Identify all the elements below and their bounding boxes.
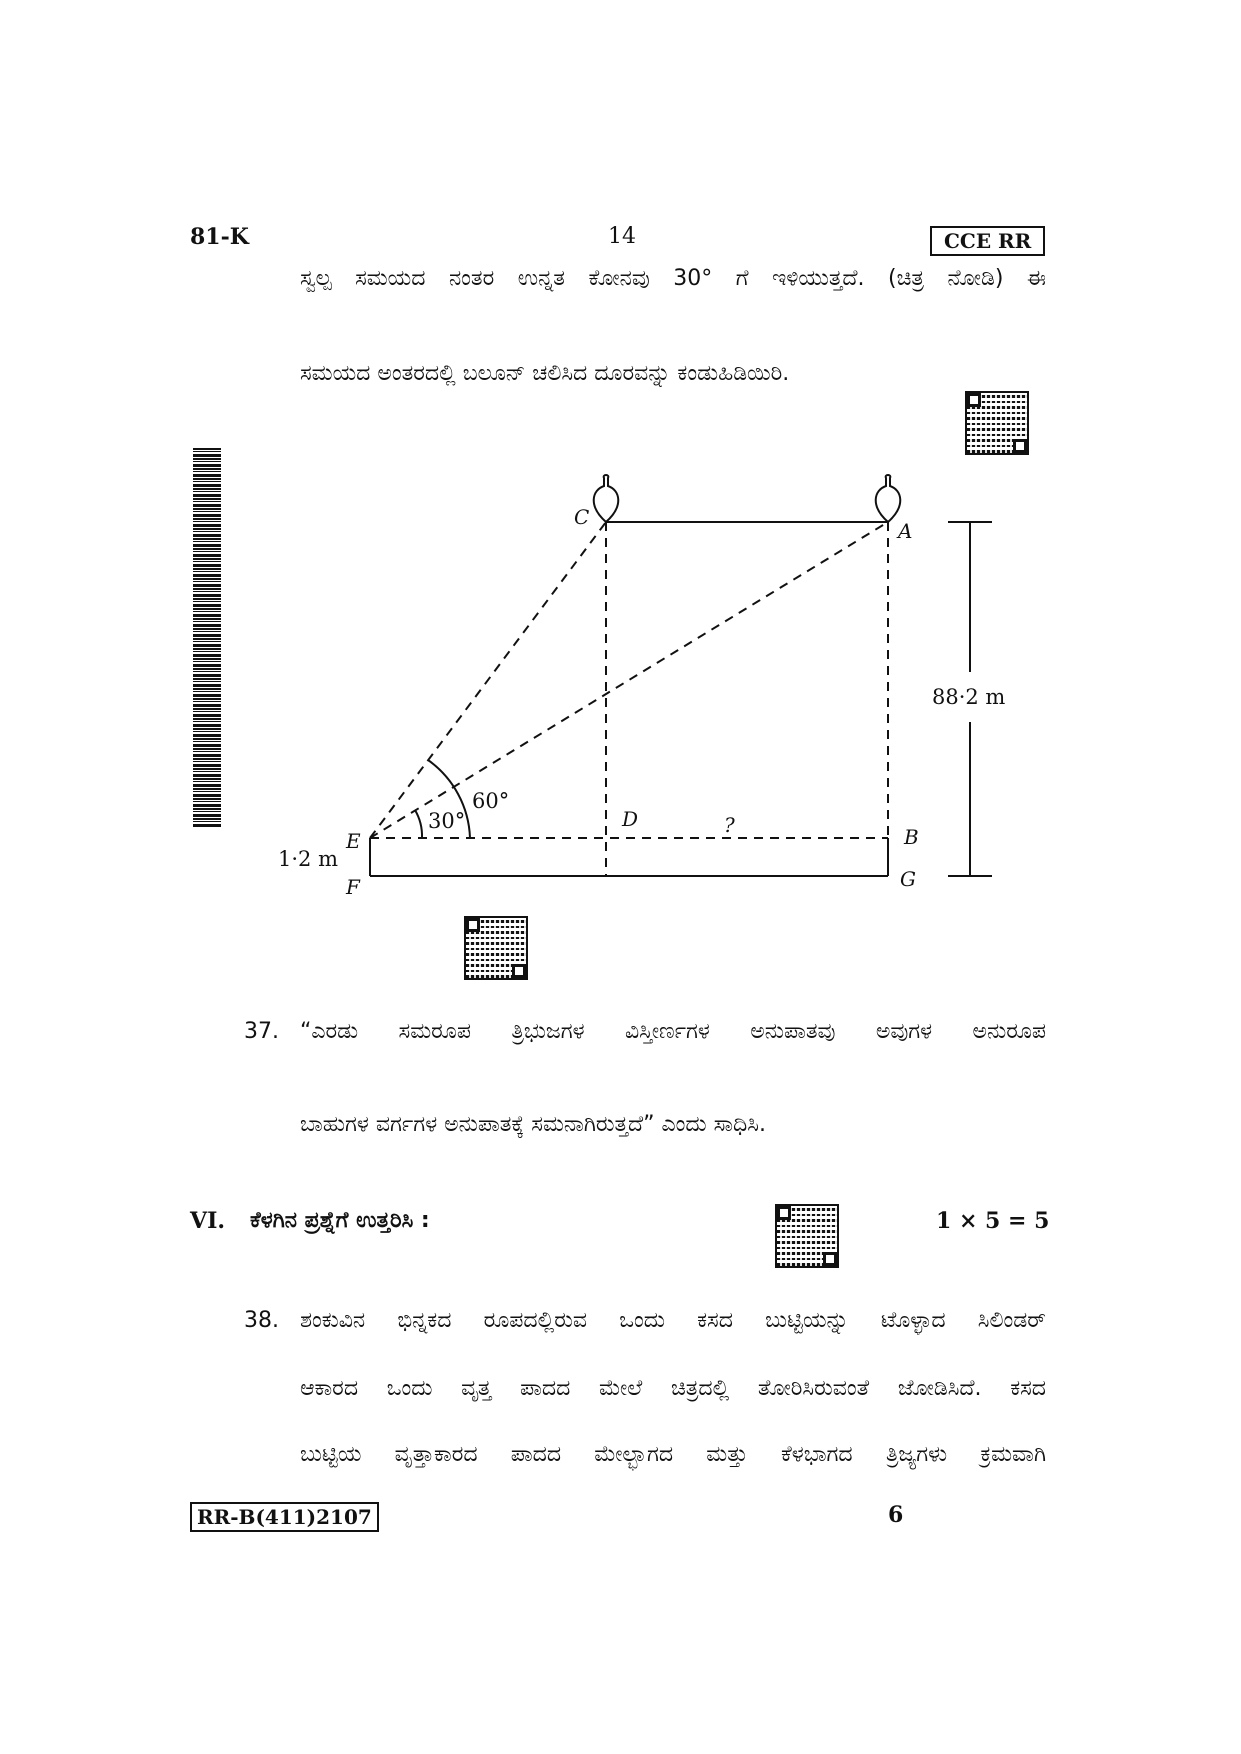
label-f: F bbox=[346, 875, 360, 899]
q38-line3: ಬುಟ್ಟಿಯ ವೃತ್ತಾಕಾರದ ಪಾದದ ಮೇಲ್ಭಾಗದ ಮತ್ತು ಕೆಳಭಾಗದ ತ್ರಿಜ್ಯಗಳು ಕ್ರಮವಾಗಿ bbox=[300, 1442, 1046, 1467]
label-angle-60: 60° bbox=[472, 789, 510, 813]
balloon-a bbox=[876, 475, 901, 522]
q38-line1: ಶಂಕುವಿನ ಭಿನ್ನಕದ ರೂಪದಲ್ಲಿರುವ ಒಂದು ಕಸದ ಬುಟ್ಟಿಯನ್ನು ಟೊಳ್ಳಾದ ಸಿಲಿಂಡರ್ bbox=[300, 1308, 1046, 1333]
section-marks: 1 × 5 = 5 bbox=[936, 1208, 1050, 1234]
paper-tag-box: CCE RR bbox=[930, 226, 1045, 256]
section-numeral: VI. bbox=[190, 1208, 226, 1234]
label-e: E bbox=[346, 829, 361, 853]
label-observer-height: 1·2 m bbox=[278, 847, 338, 871]
q38-line2: ಆಕಾರದ ಒಂದು ವೃತ್ತ ಪಾದದ ಮೇಲೆ ಚಿತ್ರದಲ್ಲಿ ತೋರಿಸಿರುವಂತೆ ಜೋಡಿಸಿದೆ. ಕಸದ bbox=[300, 1376, 1046, 1401]
balloon-c bbox=[594, 475, 619, 522]
line-ea bbox=[370, 522, 888, 838]
label-unknown: ? bbox=[724, 813, 735, 837]
label-a: A bbox=[898, 519, 913, 543]
section-instruction: ಕೆಳಗಿನ ಪ್ರಶ್ನೆಗೆ ಉತ್ತರಿಸಿ : bbox=[250, 1208, 430, 1233]
label-d: D bbox=[622, 807, 639, 831]
label-g: G bbox=[900, 867, 916, 891]
q36-line2: ಸಮಯದ ಅಂತರದಲ್ಲಿ ಬಲೂನ್ ಚಲಿಸಿದ ದೂರವನ್ನು ಕಂಡುಹಿಡಿಯಿರಿ. bbox=[300, 361, 790, 386]
page-number: 14 bbox=[608, 224, 636, 249]
q36-line1: ಸ್ವಲ್ಪ ಸಮಯದ ನಂತರ ಉನ್ನತ ಕೋನವು 30° ಗೆ ಇಳಿಯುತ್ತದೆ. (ಚಿತ್ರ ನೋಡಿ) ಈ bbox=[300, 266, 1046, 291]
q37-line1: “ಎರಡು ಸಮರೂಪ ತ್ರಿಭುಜಗಳ ವಿಸ್ತೀರ್ಣಗಳ ಅನುಪಾತವು ಅವುಗಳ ಅನುರೂಪ bbox=[300, 1019, 1046, 1044]
label-height: 88·2 m bbox=[932, 685, 1006, 709]
q37-line2: ಬಾಹುಗಳ ವರ್ಗಗಳ ಅನುಪಾತಕ್ಕೆ ಸಮನಾಗಿರುತ್ತದೆ” ಎಂದು ಸಾಧಿಸಿ. bbox=[300, 1112, 766, 1137]
label-b: B bbox=[904, 825, 919, 849]
paper-code: 81-K bbox=[190, 224, 249, 250]
footer-code-box: RR-B(411)2107 bbox=[190, 1502, 379, 1532]
arc-30 bbox=[415, 810, 422, 838]
q37-number: 37. bbox=[244, 1019, 279, 1044]
label-c: C bbox=[574, 505, 590, 529]
q38-number: 38. bbox=[244, 1308, 279, 1333]
label-angle-30: 30° bbox=[428, 809, 466, 833]
footer-page: 6 bbox=[888, 1502, 904, 1528]
